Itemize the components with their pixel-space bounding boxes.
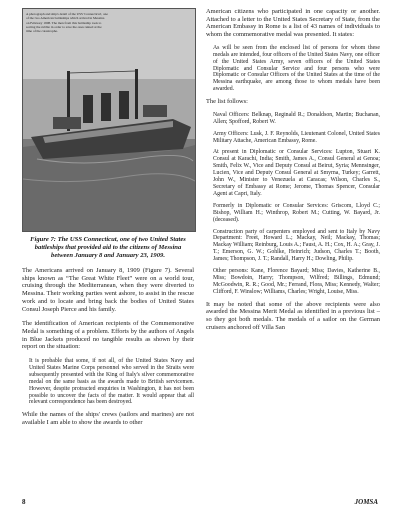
army-officers-list: Army Officers: Lusk, J. F. Reynolds, Lieutenant Colonel, United States Military Attache, American Embassy, Rome. bbox=[213, 130, 380, 144]
right-block-quote: As will be seen from the enclosed list of persons for whom these medals are intended, four officers of the United States Navy, one officer of the United States Army, seven officers of the United States Diplomatic and Consular Service and four persons who were Diplomatic or Consular Officers of the United States at the time of the Messina earthquake, are among those to whom medals have been awarded. bbox=[213, 44, 380, 93]
figure-caption: Figure 7: The USS Connecticut, one of two United States battleships that provided aid to the citizens of Messina between January 8 and January 23, 1909. bbox=[30, 236, 186, 259]
battleship-photo bbox=[22, 8, 196, 232]
photo-overlay-caption: A photograph and ship's detail of the USS 'Connecticut', one of the two American battleships which arrived in Messina on February 1908. The men from this battleship took to sorting the rubble in order to save the ones ruined at the time of the catastrophe. bbox=[26, 12, 108, 34]
page-number: 8 bbox=[22, 498, 26, 506]
left-paragraph-2: The identification of American recipients of the Commemorative Medal is something of a problem. Efforts by the authors of Angels in Blue Jackets produced no tangible results as shown by their report on the situation: bbox=[22, 320, 194, 351]
list-intro: The list follows: bbox=[206, 98, 248, 106]
right-column bbox=[206, 8, 380, 332]
diplomatic-former-list: Formerly in Diplomatic or Consular Services: Griscom, Lloyd C.; Bishop, William H.; Winthrop, Robert M.; Cutting, W. Bayard, Jr. (deceased). bbox=[213, 202, 380, 223]
left-paragraph-3: While the names of the ships' crews (sailors and marines) are not available I am able to show the awards to other bbox=[22, 411, 194, 427]
right-paragraph-1: American citizens who participated in one capacity or another. Attached to a letter to the United States Secretary of State, from the American Embassy in Rome is a list of 43 names of individuals to whom the commemorative medal was presented. It states: bbox=[206, 8, 380, 39]
diplomatic-present-list: At present in Diplomatic or Consular Services: Lupton, Stuart K. Consul at Karachi, India; Smith, James A., Consul General at Genoa; Smith, Felix W., Vice and Deputy Consul at Beirut, Syria; Mennsinger, Lucien, Vice and Deputy Consul General at Smyrna, Turkey; Garrett, John W., Minister to Venezuela at Caracas; Wilson, Charles S., Secretary of Embassy at Rome; Jerome, Thomas Spencer, Consular Agent at Capri, Italy. bbox=[213, 149, 380, 197]
battleship-illustration bbox=[23, 9, 195, 231]
left-paragraph-1: The Americans arrived on January 8, 1909 (Figure 7). Several ships known as “The Great White Fleet” were on a world tour, cruising through the Mediterranean, when they were diverted to Messina. Their working parties went ashore, to assist in the rescue work and to locate and bring back the bodies of United States Consul Joseph Pierce and his family. bbox=[22, 267, 194, 313]
journal-name: JOMSA bbox=[354, 498, 378, 506]
left-block-quote: It is probable that some, if not all, of the United States Navy and United States Marine Corps personnel who served in the Straits were subsequently presented with the King of Italy's silver commemorative medal on the same basis as the awards made to British servicemen. However, despite protracted enquiries in Washington, it has not been possible to uncover the facts of the matter. It would appear that all relevant correspondence has been destroyed. bbox=[29, 358, 194, 406]
construction-party-list: Construction party of carpenters employed and sent to Italy by Navy Department: Freet, Howard L.; Mackay, Neil; Mackay, Thomas; Mackay William; Reinburg, Louis A.; Faust, A. H.; Cox, H. A.; Gray, J. T.; Emerson, G. W.; Gohlke, Heinrich; Judson, Charles T.; Booth, James; Thompson, J. T.; Randall, Harry H.; Dowling, Philip. bbox=[213, 228, 380, 263]
left-column bbox=[22, 8, 194, 427]
other-persons-list: Other persons: Kane, Florence Bayard; Miss; Davies, Katherine B., Miss; Bowdoin, Harry; Thompson, Wilfred; Billings, Edmund; McGoodwin, R. R.; Good, Mr.; Ferrand, Flora, Miss; Kennedy, Walter; Clifford, F. Winslow; Williams, Charles; Wright, Louise, Miss. bbox=[213, 268, 380, 295]
naval-officers-list: Naval Officers: Belknap, Reginald R.; Donaldson, Martin; Buchanan, Allen; Spofford, Robert W. bbox=[213, 111, 380, 125]
right-paragraph-end: It may be noted that some of the above recipients were also awarded the Messina Merit Medal as identified in a previous list – so they got both medals. The medals of a sailor on the German cruisers anchored off Villa San bbox=[206, 300, 380, 331]
